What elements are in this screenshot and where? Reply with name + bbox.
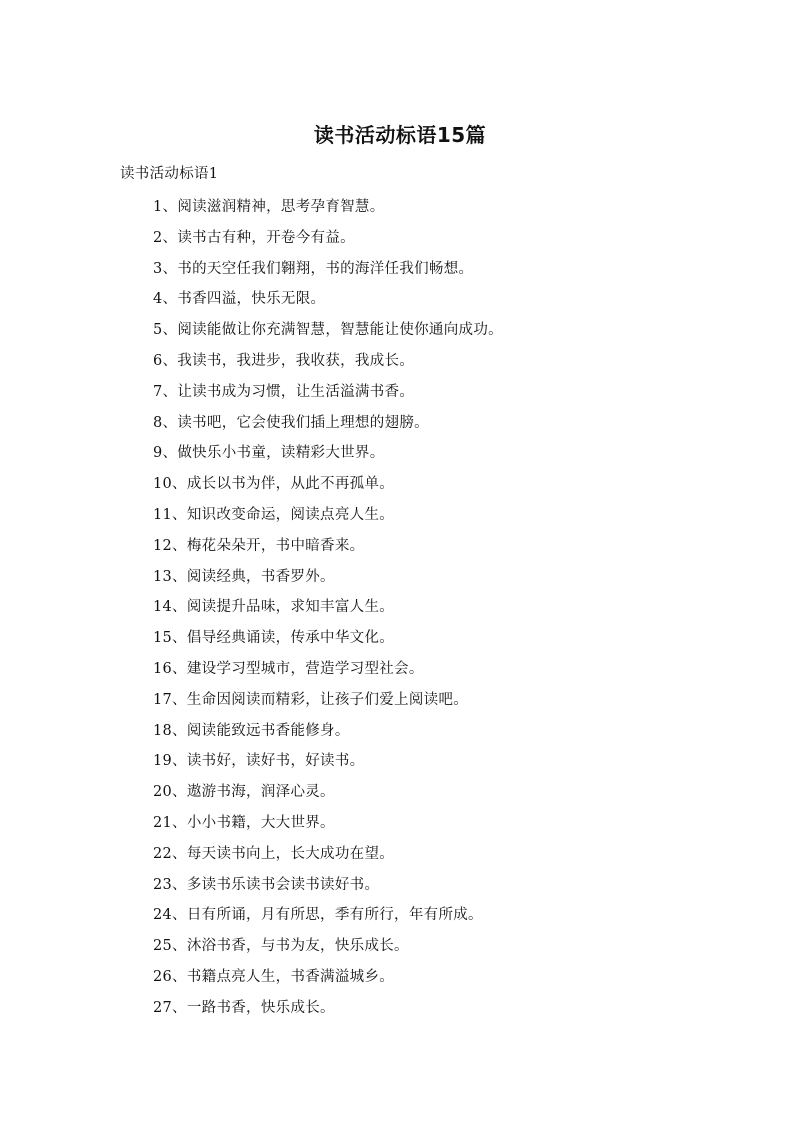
document-title: 读书活动标语15篇 bbox=[313, 123, 487, 147]
list-item: 2、读书古有种，开卷今有益。 bbox=[153, 229, 355, 246]
section-heading: 读书活动标语1 bbox=[120, 166, 219, 182]
list-item: 8、读书吧，它会使我们插上理想的翅膀。 bbox=[153, 414, 429, 431]
list-item: 18、阅读能致远书香能修身。 bbox=[153, 722, 350, 739]
list-item: 14、阅读提升品味，求知丰富人生。 bbox=[153, 599, 395, 616]
list-item: 27、一路书香，快乐成长。 bbox=[153, 999, 335, 1016]
list-item: 17、生命因阅读而精彩，让孩子们爱上阅读吧。 bbox=[153, 691, 469, 708]
list-item: 1、阅读滋润精神，思考孕育智慧。 bbox=[153, 199, 385, 215]
list-item: 21、小小书籍，大大世界。 bbox=[153, 814, 335, 831]
list-item: 23、多读书乐读书会读书读好书。 bbox=[153, 876, 380, 893]
list-item: 24、日有所诵，月有所思，季有所行，年有所成。 bbox=[153, 907, 483, 924]
list-item: 4、书香四溢，快乐无限。 bbox=[153, 291, 326, 308]
list-item: 6、我读书，我进步，我收获，我成长。 bbox=[153, 352, 415, 369]
list-item: 11、知识改变命运，阅读点亮人生。 bbox=[153, 506, 395, 523]
slogan-list bbox=[153, 194, 503, 1026]
list-item: 10、成长以书为伴，从此不再孤单。 bbox=[153, 476, 395, 493]
list-item: 7、让读书成为习惯，让生活溢满书香。 bbox=[153, 383, 415, 400]
list-item: 26、书籍点亮人生，书香满溢城乡。 bbox=[153, 968, 395, 985]
list-item: 15、倡导经典诵读，传承中华文化。 bbox=[153, 630, 395, 647]
list-item: 9、做快乐小书童，读精彩大世界。 bbox=[153, 445, 385, 462]
list-item: 20、遨游书海，润泽心灵。 bbox=[153, 784, 335, 801]
list-item: 12、梅花朵朵开，书中暗香来。 bbox=[153, 537, 365, 554]
list-item: 3、书的天空任我们翱翔，书的海洋任我们畅想。 bbox=[153, 260, 474, 277]
list-item: 16、建设学习型城市，营造学习型社会。 bbox=[153, 660, 424, 677]
list-item: 13、阅读经典，书香罗外。 bbox=[153, 568, 335, 585]
list-item: 5、阅读能做让你充满智慧，智慧能让使你通向成功。 bbox=[153, 322, 503, 339]
list-item: 22、每天读书向上，长大成功在望。 bbox=[153, 845, 395, 862]
list-item: 19、读书好，读好书，好读书。 bbox=[153, 753, 365, 770]
list-item: 25、沐浴书香，与书为友，快乐成长。 bbox=[153, 938, 409, 955]
